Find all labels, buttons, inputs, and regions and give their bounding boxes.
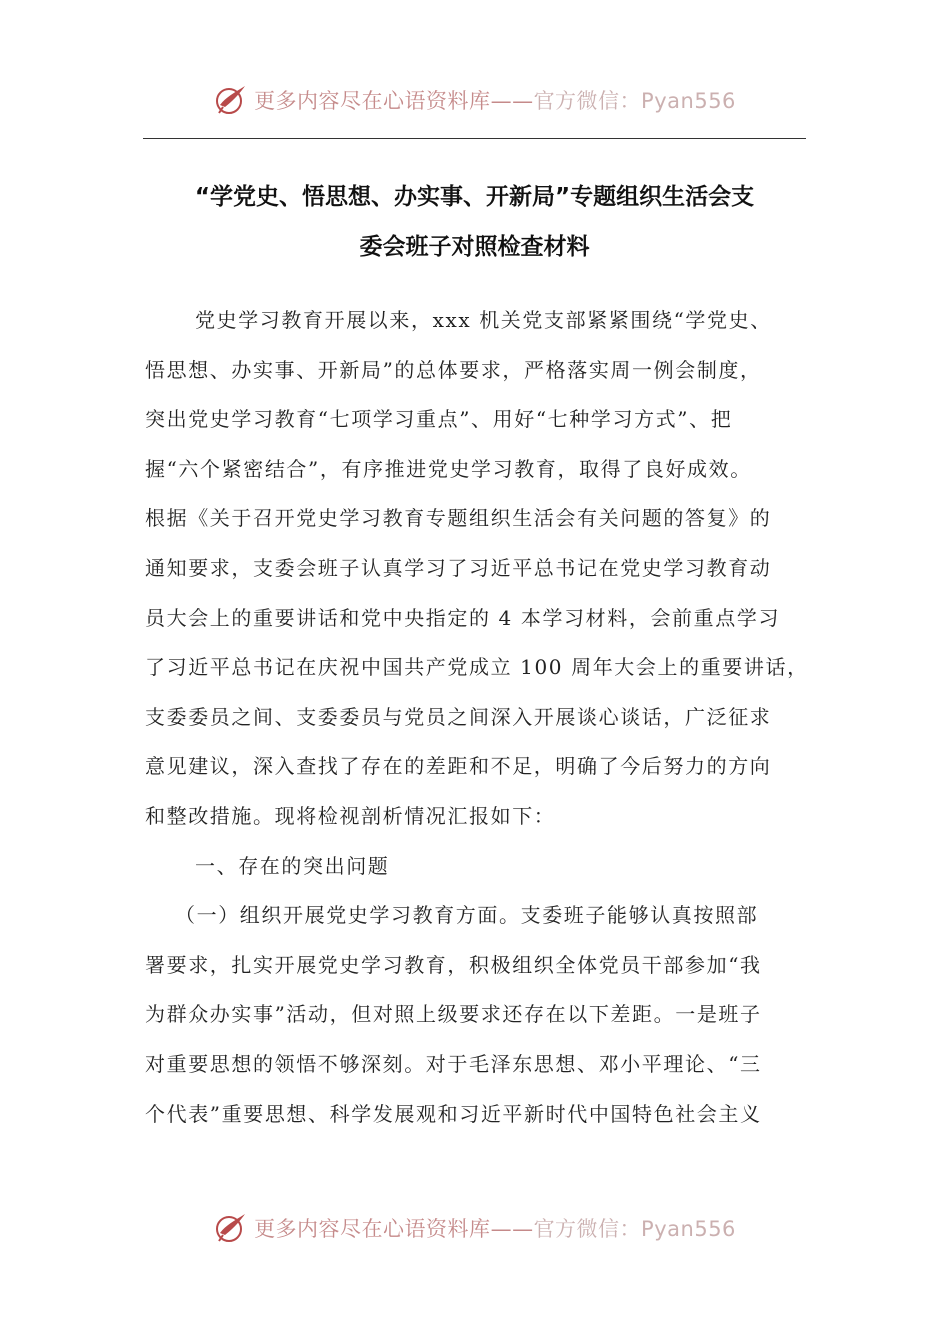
- body-line: 支委委员之间、支委委员与党员之间深入开展谈心谈话，广泛征求: [145, 704, 772, 729]
- body-line: 为群众办实事”活动，但对照上级要求还存在以下差距。一是班子: [145, 1002, 762, 1027]
- body-line: 党史学习教育开展以来，xxx 机关党支部紧紧围绕“学党史、: [195, 308, 772, 332]
- watermark-wechat: 官方微信：Pyan556: [533, 89, 736, 113]
- footer-watermark: [0, 1208, 950, 1248]
- watermark-wechat: 官方微信：Pyan556: [533, 1217, 736, 1241]
- body-line: 员大会上的重要讲话和党中央指定的 4 本学习材料，会前重点学习: [145, 605, 781, 630]
- header-rule: [143, 138, 806, 139]
- watermark-text: [254, 1213, 736, 1243]
- body-line: 对重要思想的领悟不够深刻。对于毛泽东思想、邓小平理论、“三: [145, 1051, 762, 1076]
- section-heading: 一、存在的突出问题: [195, 853, 390, 878]
- body-line: 了习近平总书记在庆祝中国共产党成立 100 周年大会上的重要讲话，: [145, 655, 809, 680]
- body-line: 个代表”重要思想、科学发展观和习近平新时代中国特色社会主义: [145, 1101, 762, 1126]
- body-line: 突出党史学习教育“七项学习重点”、用好“七种学习方式”、把: [145, 407, 733, 432]
- subsection-line: （一）组织开展党史学习教育方面。支委班子能够认真按照部: [175, 903, 759, 928]
- document-body: [145, 296, 809, 1139]
- watermark-dash: ——: [490, 89, 534, 113]
- quill-logo-icon: [214, 83, 248, 117]
- title-line-2: 委会班子对照检查材料: [359, 234, 590, 260]
- body-line: 悟思想、办实事、开新局”的总体要求，严格落实周一例会制度，: [145, 357, 762, 382]
- title-line-1: “学党史、悟思想、办实事、开新局”专题组织生活会支: [194, 184, 755, 210]
- body-line: 意见建议，深入查找了存在的差距和不足，明确了今后努力的方向: [145, 754, 772, 779]
- watermark-dash: ——: [490, 1217, 534, 1241]
- body-line: 握“六个紧密结合”，有序推进党史学习教育，取得了良好成效。: [145, 456, 752, 481]
- watermark-text: [254, 85, 736, 115]
- body-line: 和整改措施。现将检视剖析情况汇报如下：: [145, 803, 556, 828]
- body-line: 根据《关于召开党史学习教育专题组织生活会有关问题的答复》的: [145, 506, 772, 531]
- body-line: 署要求，扎实开展党史学习教育，积极组织全体党员干部参加“我: [145, 952, 762, 977]
- document-title: [143, 172, 806, 272]
- header-watermark: [0, 80, 950, 120]
- body-line: 通知要求，支委会班子认真学习了习近平总书记在党史学习教育动: [145, 555, 772, 580]
- watermark-brand: 更多内容尽在心语资料库: [254, 1217, 491, 1241]
- quill-logo-icon: [214, 1211, 248, 1245]
- watermark-brand: 更多内容尽在心语资料库: [254, 89, 491, 113]
